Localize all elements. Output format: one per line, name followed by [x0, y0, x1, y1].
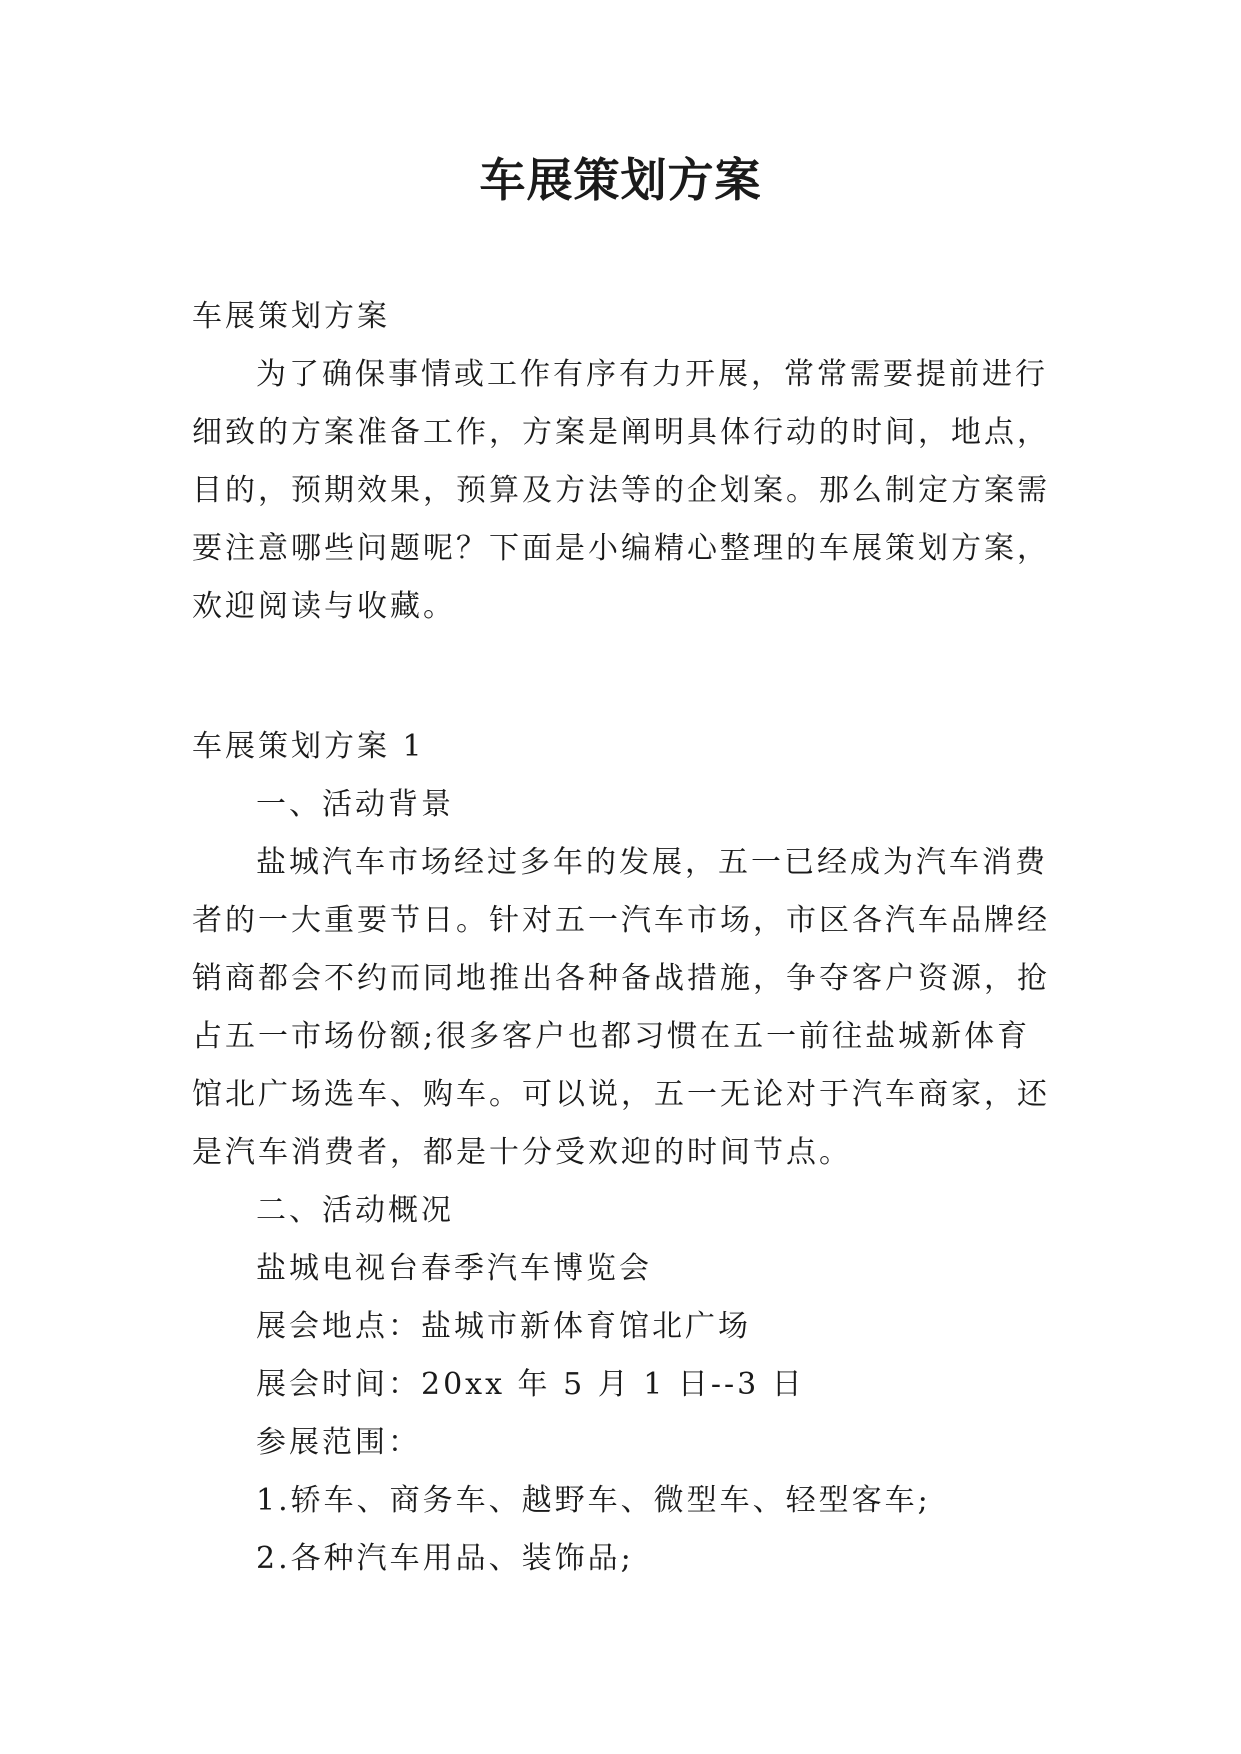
- document-title: 车展策划方案: [479, 153, 762, 207]
- spacer: [192, 636, 1072, 718]
- paragraph-line: 占五一市场份额;很多客户也都习惯在五一前往盐城新体育: [192, 1019, 1031, 1054]
- document-body: [192, 288, 1072, 1588]
- list-item: 盐城电视台春季汽车博览会: [256, 1251, 652, 1286]
- overview-list: [192, 1240, 1072, 1588]
- list-item: 参展范围：: [256, 1425, 421, 1460]
- background-paragraph: [192, 834, 1072, 1182]
- paragraph-line: 者的一大重要节日。针对五一汽车市场，市区各汽车品牌经: [192, 903, 1050, 938]
- section-heading: 二、活动概况: [256, 1193, 454, 1228]
- paragraph-line: 销商都会不约而同地推出各种备战措施，争夺客户资源，抢: [192, 961, 1050, 996]
- paragraph-line: 为了确保事情或工作有序有力开展，常常需要提前进行: [256, 357, 1048, 392]
- list-item: 2.各种汽车用品、装饰品;: [256, 1541, 634, 1576]
- paragraph-line: 细致的方案准备工作，方案是阐明具体行动的时间，地点，: [192, 415, 1050, 450]
- paragraph-line: 欢迎阅读与收藏。: [192, 589, 456, 624]
- intro-paragraph: [192, 346, 1072, 636]
- list-item: 1.轿车、商务车、越野车、微型车、轻型客车;: [256, 1483, 931, 1518]
- paragraph-line: 目的，预期效果，预算及方法等的企划案。那么制定方案需: [192, 473, 1050, 508]
- section-title: 车展策划方案 1: [192, 729, 425, 764]
- list-item: 展会时间：20xx 年 5 月 1 日--3 日: [256, 1367, 805, 1402]
- list-item: 展会地点：盐城市新体育馆北广场: [256, 1309, 751, 1344]
- paragraph-line: 馆北广场选车、购车。可以说，五一无论对于汽车商家，还: [192, 1077, 1050, 1112]
- paragraph-line: 要注意哪些问题呢？下面是小编精心整理的车展策划方案，: [192, 531, 1050, 566]
- paragraph-line: 盐城汽车市场经过多年的发展，五一已经成为汽车消费: [256, 845, 1048, 880]
- section-heading: 一、活动背景: [256, 787, 454, 822]
- paragraph-line: 是汽车消费者，都是十分受欢迎的时间节点。: [192, 1135, 852, 1170]
- document-subtitle: 车展策划方案: [192, 299, 390, 334]
